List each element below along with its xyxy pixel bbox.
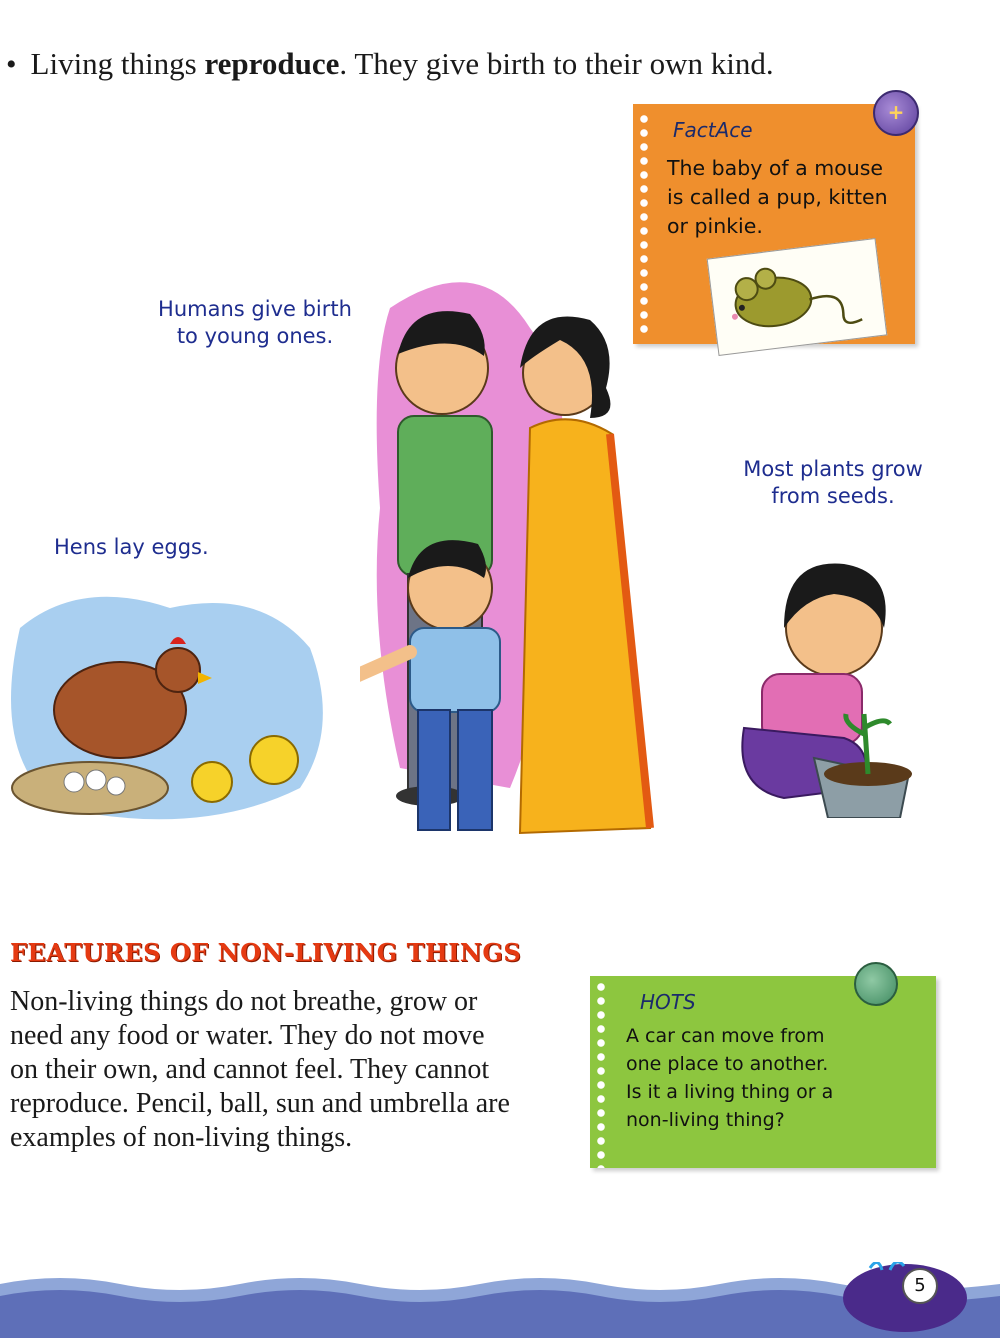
mouse-picture	[707, 238, 888, 356]
hots-title: HOTS	[640, 990, 696, 1014]
girl-planting-illustration	[724, 528, 944, 818]
paragraph-line: on their own, and cannot feel. They cannot	[10, 1054, 490, 1085]
hots-note	[590, 976, 936, 1168]
caption-line: Most plants grow	[743, 457, 923, 481]
factace-line: The baby of a mouse	[667, 156, 884, 180]
hots-body	[626, 1022, 926, 1134]
pin-icon: +	[873, 90, 919, 136]
hens-caption: Hens lay eggs.	[54, 535, 209, 559]
factace-line: is called a pup, kitten	[667, 185, 888, 209]
page-number: 5	[902, 1268, 938, 1304]
paragraph-line: reproduce. Pencil, ball, sun and umbrella are	[10, 1088, 510, 1119]
factace-line: or pinkie.	[667, 214, 763, 238]
factace-title: FactAce	[673, 118, 753, 142]
caption-line: from seeds.	[771, 484, 895, 508]
humans-caption	[130, 296, 380, 350]
bullet-dot: •	[6, 48, 17, 81]
intro-text-start: Living things	[30, 46, 205, 81]
paragraph-line: Non-living things do not breathe, grow or	[10, 986, 478, 1017]
hots-line: Is it a living thing or a	[626, 1081, 834, 1103]
caption-line: to young ones.	[176, 324, 334, 348]
plants-caption	[718, 456, 948, 510]
factace-body	[667, 154, 913, 241]
mouse-icon	[708, 239, 886, 355]
hots-line: one place to another.	[626, 1053, 829, 1075]
caption-line: Humans give birth	[158, 297, 352, 321]
paragraph-line: need any food or water. They do not move	[10, 1020, 485, 1051]
section-heading: FEATURES OF NON-LIVING THINGS	[10, 938, 522, 967]
intro-bullet	[6, 46, 906, 82]
hots-line: A car can move from	[626, 1025, 825, 1047]
bottom-wave	[0, 1262, 1000, 1338]
intro-text-end: . They give birth to their own kind.	[339, 46, 774, 81]
paragraph-line: examples of non-living things.	[10, 1122, 353, 1153]
hens-illustration	[0, 588, 340, 848]
section-paragraph	[10, 985, 570, 1155]
intro-bold-word: reproduce	[204, 46, 340, 81]
button-icon	[854, 962, 898, 1006]
family-illustration	[360, 248, 720, 868]
spiral-holes	[596, 982, 606, 1168]
hots-line: non-living thing?	[626, 1109, 785, 1131]
